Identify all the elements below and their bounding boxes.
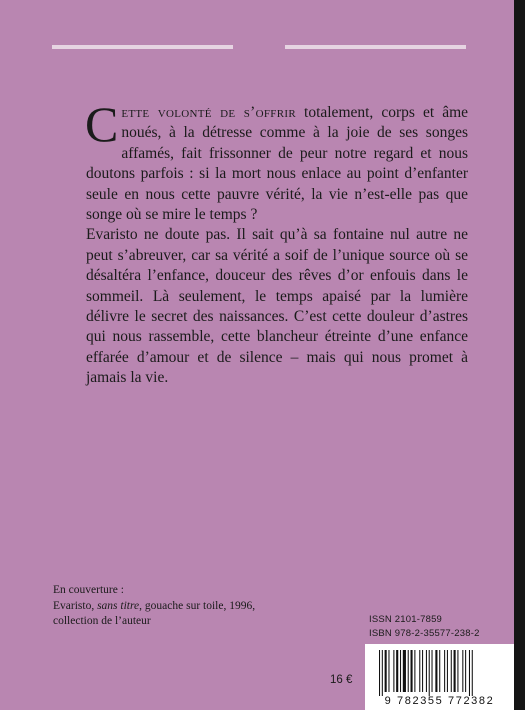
drop-cap: C xyxy=(85,96,119,152)
cover-credits xyxy=(53,583,353,630)
barcode xyxy=(365,644,514,710)
credits-line-3: collection de l’auteur xyxy=(53,615,151,627)
barcode-bars xyxy=(365,644,514,696)
cover-edge xyxy=(514,0,525,710)
lead-in: ette volonté de s’offrir xyxy=(121,104,296,121)
credits-line-2 xyxy=(53,599,353,615)
issn-number: ISSN 2101-7859 xyxy=(369,614,443,625)
credits-details: , gouache sur toile, 1996, xyxy=(139,599,256,612)
credits-artist: Evaristo, xyxy=(53,599,98,612)
barcode-digits: 9 782355 772382 xyxy=(384,695,495,707)
paragraph-2: Evaristo ne doute pas. Il sait qu’à sa fontaine nul autre ne peut s’abreuver, car sa vérité a soif de l’unique source où se désaltéra l’enfance, douceur des rêves d’or enfouis dans le sommeil. Là seulement, le temps apaisé par la lumière délivre le secret des naissances. C’est cette douleur d’astres qui nous rassemble, cette blancheur étreinte d’une enfance effarée d’amour et de silence – mais qui nous promet à jamais la vie. xyxy=(86,226,468,387)
paragraph-1 xyxy=(85,96,469,225)
decorative-rule-left xyxy=(52,45,233,49)
credits-artwork-title: sans titre xyxy=(97,599,140,612)
price-label: 16 € xyxy=(330,674,353,686)
isbn-number: ISBN 978-2-35577-238-2 xyxy=(369,628,480,639)
decorative-rule-right xyxy=(285,45,466,49)
blurb-text xyxy=(85,96,469,389)
paragraph-1-body: totalement, corps et âme noués, à la détresse comme à la joie de ses songes affamés, fait frissonner de peur notre regard et nous doutons parfois : si la mort nous enlace au point d’enfanter seule en nous cette pauvre vérité, la vie n’est-elle pas que songe où se mire le temps ? xyxy=(86,104,469,224)
credits-line-1: En couverture : xyxy=(53,584,124,596)
